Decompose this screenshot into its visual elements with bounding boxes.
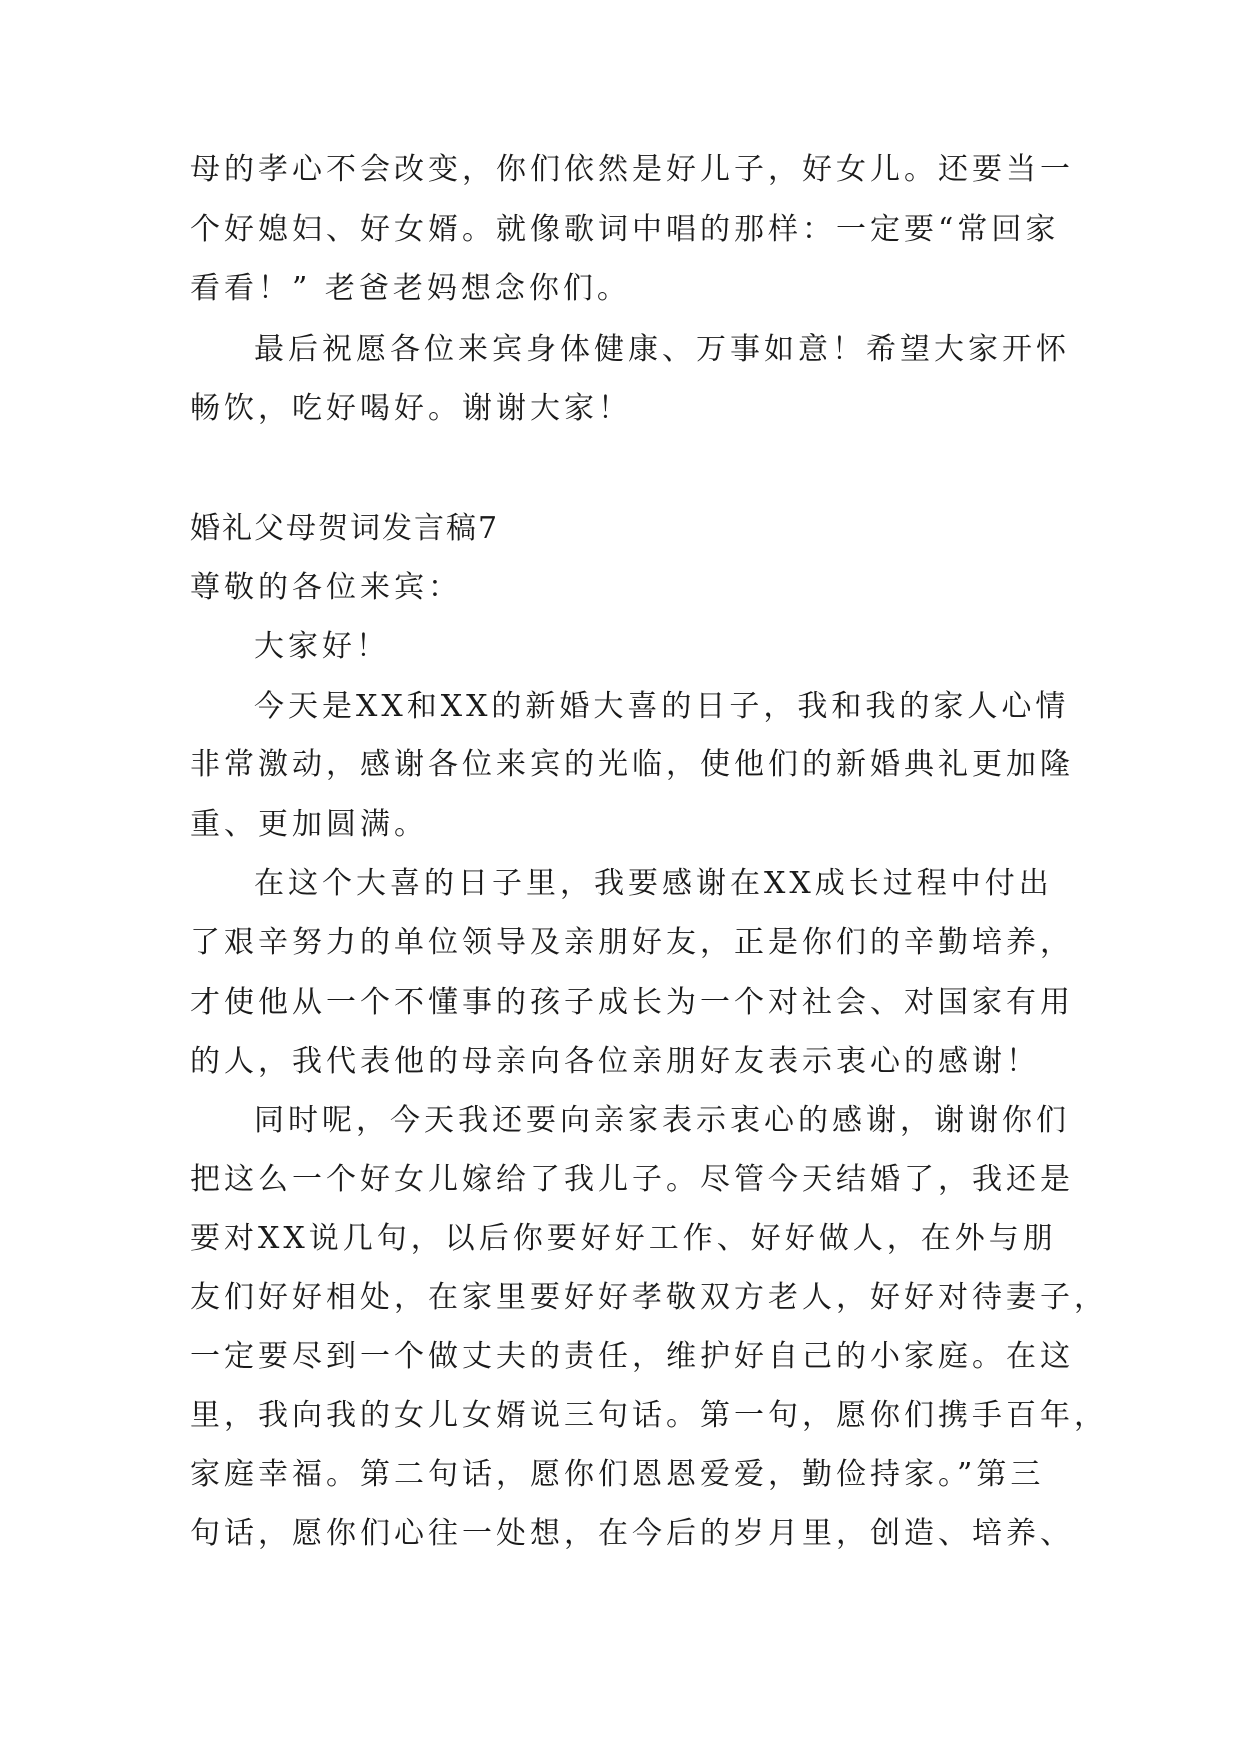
paragraph-line: 里，我向我的女儿女婿说三句话。第一句，愿你们携手百年， <box>190 1398 1108 1433</box>
paragraph-line: 个好媳妇、好女婿。就像歌词中唱的那样：一定要“常回家 <box>190 212 1060 247</box>
paragraph-line: 句话，愿你们心往一处想，在今后的岁月里，创造、培养、 <box>190 1516 1074 1551</box>
greeting: 大家好！ <box>254 629 390 664</box>
salutation: 尊敬的各位来宾： <box>190 570 462 605</box>
paragraph-line: 看看！” 老爸老妈想念你们。 <box>190 271 631 306</box>
paragraph-line: 要对XX说几句，以后你要好好工作、好好做人，在外与朋 <box>190 1221 1057 1256</box>
paragraph-line: 的人，我代表他的母亲向各位亲朋好友表示衷心的感谢！ <box>190 1044 1040 1079</box>
paragraph-line: 把这么一个好女儿嫁给了我儿子。尽管今天结婚了，我还是 <box>190 1162 1074 1197</box>
paragraph-line: 一定要尽到一个做丈夫的责任，维护好自己的小家庭。在这 <box>190 1339 1074 1374</box>
paragraph-line: 才使他从一个不懂事的孩子成长为一个对社会、对国家有用 <box>190 985 1074 1020</box>
paragraph-line: 畅饮，吃好喝好。谢谢大家！ <box>190 391 632 426</box>
paragraph-line: 母的孝心不会改变，你们依然是好儿子，好女儿。还要当一 <box>190 152 1074 187</box>
paragraph-line: 非常激动，感谢各位来宾的光临，使他们的新婚典礼更加隆 <box>190 747 1074 782</box>
section-heading: 婚礼父母贺词发言稿7 <box>190 511 500 546</box>
paragraph-line: 重、更加圆满。 <box>190 807 428 842</box>
paragraph-line: 在这个大喜的日子里，我要感谢在XX成长过程中付出 <box>254 866 1053 901</box>
paragraph-line: 今天是XX和XX的新婚大喜的日子，我和我的家人心情 <box>254 689 1070 724</box>
paragraph-line: 友们好好相处，在家里要好好孝敬双方老人，好好对待妻子， <box>190 1280 1108 1315</box>
paragraph-line: 最后祝愿各位来宾身体健康、万事如意！希望大家开怀 <box>254 332 1070 367</box>
paragraph-line: 了艰辛努力的单位领导及亲朋好友，正是你们的辛勤培养， <box>190 925 1074 960</box>
paragraph-line: 同时呢，今天我还要向亲家表示衷心的感谢，谢谢你们 <box>254 1103 1070 1138</box>
paragraph-line: 家庭幸福。第二句话，愿你们恩恩爱爱，勤俭持家。”第三 <box>190 1457 1045 1492</box>
